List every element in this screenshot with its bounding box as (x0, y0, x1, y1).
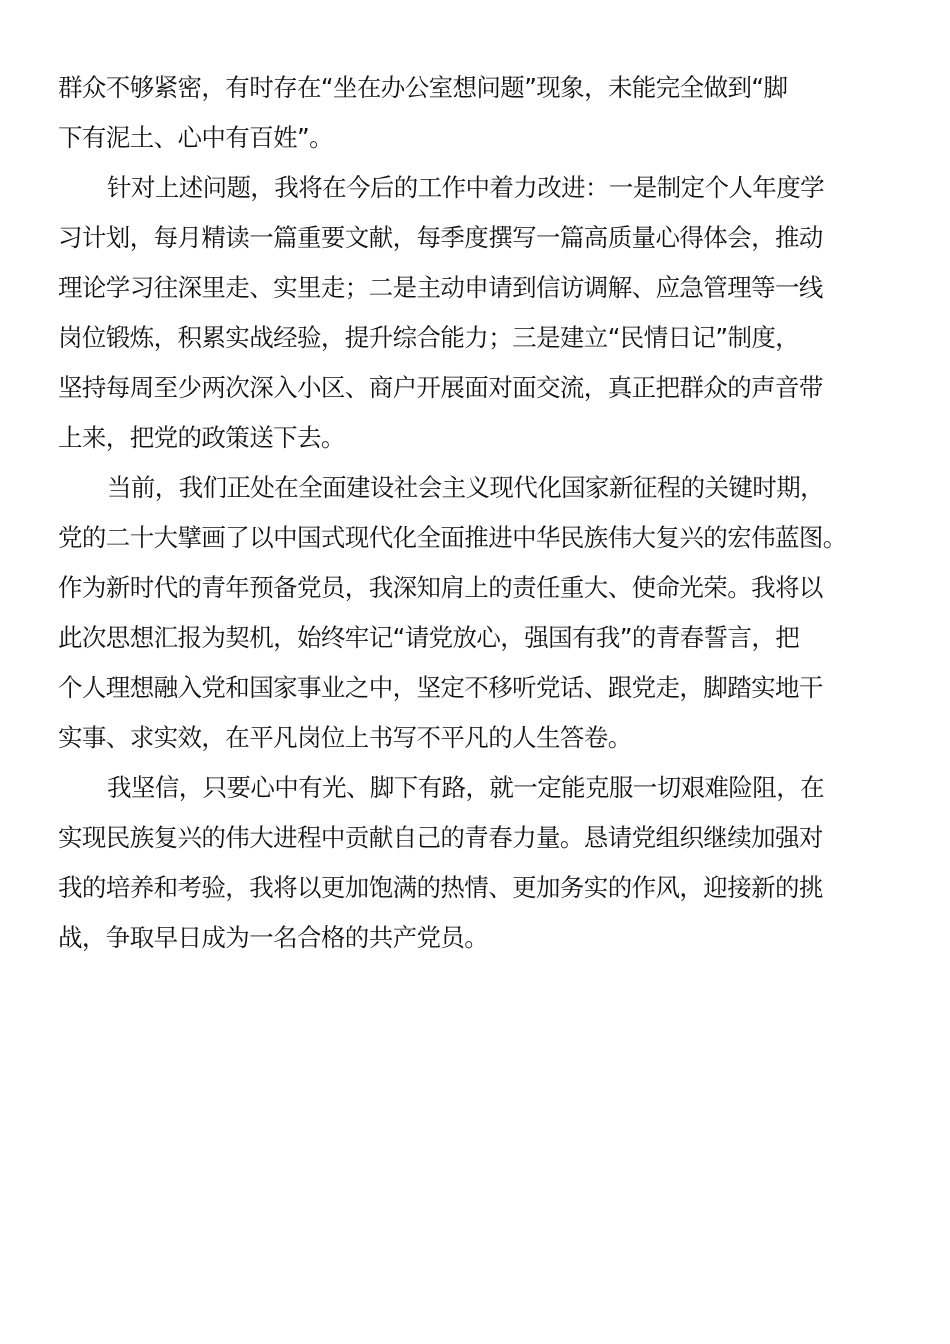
paragraph-start-line: 我坚信，只要心中有光、脚下有路，就一定能克服一切艰难险阻，在 (107, 773, 824, 802)
paragraph-start-line: 针对上述问题，我将在今后的工作中着力改进：一是制定个人年度学 (107, 173, 824, 202)
text-line: 我的培养和考验，我将以更加饱满的热情、更加务实的作风，迎接新的挑 (58, 873, 823, 902)
text-line: 党的二十大擘画了以中国式现代化全面推进中华民族伟大复兴的宏伟蓝图。 (58, 523, 847, 552)
text-line: 作为新时代的青年预备党员，我深知肩上的责任重大、使命光荣。我将以 (58, 573, 823, 602)
text-line: 下有泥土、心中有百姓”。 (58, 123, 333, 152)
text-line: 实现民族复兴的伟大进程中贡献自己的青春力量。恳请党组织继续加强对 (58, 823, 823, 852)
text-line: 群众不够紧密，有时存在“坐在办公室想问题”现象，未能完全做到“脚 (58, 73, 788, 102)
paragraph-start-line: 当前，我们正处在全面建设社会主义现代化国家新征程的关键时期， (107, 473, 824, 502)
text-line: 理论学习往深里走、实里走；二是主动申请到信访调解、应急管理等一线 (58, 273, 823, 302)
text-line: 上来，把党的政策送下去。 (58, 423, 345, 452)
document-body (58, 63, 880, 963)
text-line: 实事、求实效，在平凡岗位上书写不平凡的人生答卷。 (58, 723, 632, 752)
text-line: 此次思想汇报为契机，始终牢记“请党放心，强国有我”的青春誓言，把 (58, 623, 800, 652)
text-line: 坚持每周至少两次深入小区、商户开展面对面交流，真正把群众的声音带 (58, 373, 823, 402)
text-line: 习计划，每月精读一篇重要文献，每季度撰写一篇高质量心得体会，推动 (58, 223, 823, 252)
text-line: 个人理想融入党和国家事业之中，坚定不移听党话、跟党走，脚踏实地干 (58, 673, 823, 702)
text-line: 岗位锻炼，积累实战经验，提升综合能力；三是建立“民情日记”制度， (58, 323, 800, 352)
text-line: 战，争取早日成为一名合格的共产党员。 (58, 923, 489, 952)
